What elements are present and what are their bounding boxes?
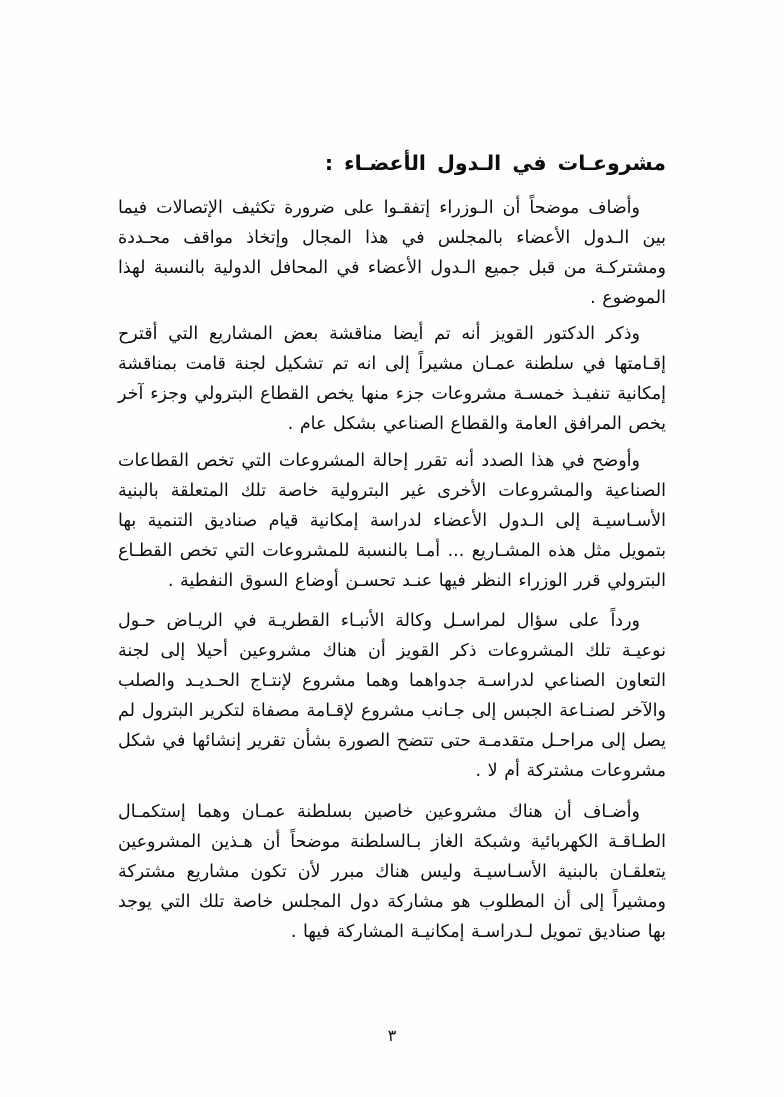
paragraph-4: ورداً على سؤال لمراسـل وكالة الأنبـاء القطريـة في الريـاض حـول نوعيـة تلك المشروعات ذكر القويز أن هناك مشروعين أحيلا إلى لجنة التعاون الصناعي لدراسـة جدواهما وهما مشروع لإنتـاج الحـديـد والصلب والآخر لصنـاعة الجبس إلى جـانب مشروع لإقـامة مصفاة لتكرير البترول لم يصل إلى مراحـل متقدمـة حتى تتضح الصورة بشأن تقرير إنشائها في شكل مشروعات مشتركة أم لا . (118, 610, 666, 782)
document-body (118, 148, 666, 953)
page-title: مشروعـات في الـدول الأعضـاء : (324, 151, 666, 175)
page-number: ٣ (387, 1026, 397, 1045)
paragraph-3: وأوضح في هذا الصدد أنه تقرر إحالة المشروعات التي تخص القطاعات الصناعية والمشروعات الأخرى غير البترولية خاصة تلك المتعلقة بالبنية الأسـاسيـة إلى الـدول الأعضاء لدراسة إمكانية قيام صناديق التنمية بها بتمويل مثل هذه المشـاريع ... أمـا بالنسبة للمشروعات التي تخص القطـاع البترولي قرر الوزراء النظر فيها عنـد تحسـن أوضاع السوق النفطية . (118, 450, 666, 591)
paragraph-2: وذكر الدكتور القويز أنه تم أيضا مناقشة بعض المشاريع التي أقترح إقـامتها في سلطنة عمـان مشيراً إلى انه تم تشكيل لجنة قامت بمناقشة إمكانية تنفيـذ خمسـة مشروعات جزء منها يخص القطاع البترولي وجزء آخر يخص المرافق العامة والقطاع الصناعي بشكل عام . (118, 324, 666, 435)
paragraph-1: وأضاف موضحاً أن الـوزراء إتفقـوا على ضرورة تكثيف الإتصالات فيما بين الـدول الأعضاء بالمجلس في هذا المجال وإتخاذ مواقف محـددة ومشتركـة من قبل جميع الـدول الأعضاء في المحافل الدولية بالنسبة لهذا الموضوع . (118, 197, 666, 309)
paragraph-5: وأضـاف أن هناك مشروعين خاصين بسلطنة عمـان وهما إستكمـال الطـاقـة الكهربائية وشبكة الغاز بـالسلطنة موضحاً أن هـذين المشروعين يتعلقـان بالبنية الأسـاسيـة وليس هناك مبرر لأن تكون مشاريع مشتركة ومشيراً إلى أن المطلوب هو مشاركة دول المجلس خاصة تلك التي يوجد بها صناديق تمويل لـدراسـة إمكانيـة المشاركة فيها . (118, 801, 666, 942)
